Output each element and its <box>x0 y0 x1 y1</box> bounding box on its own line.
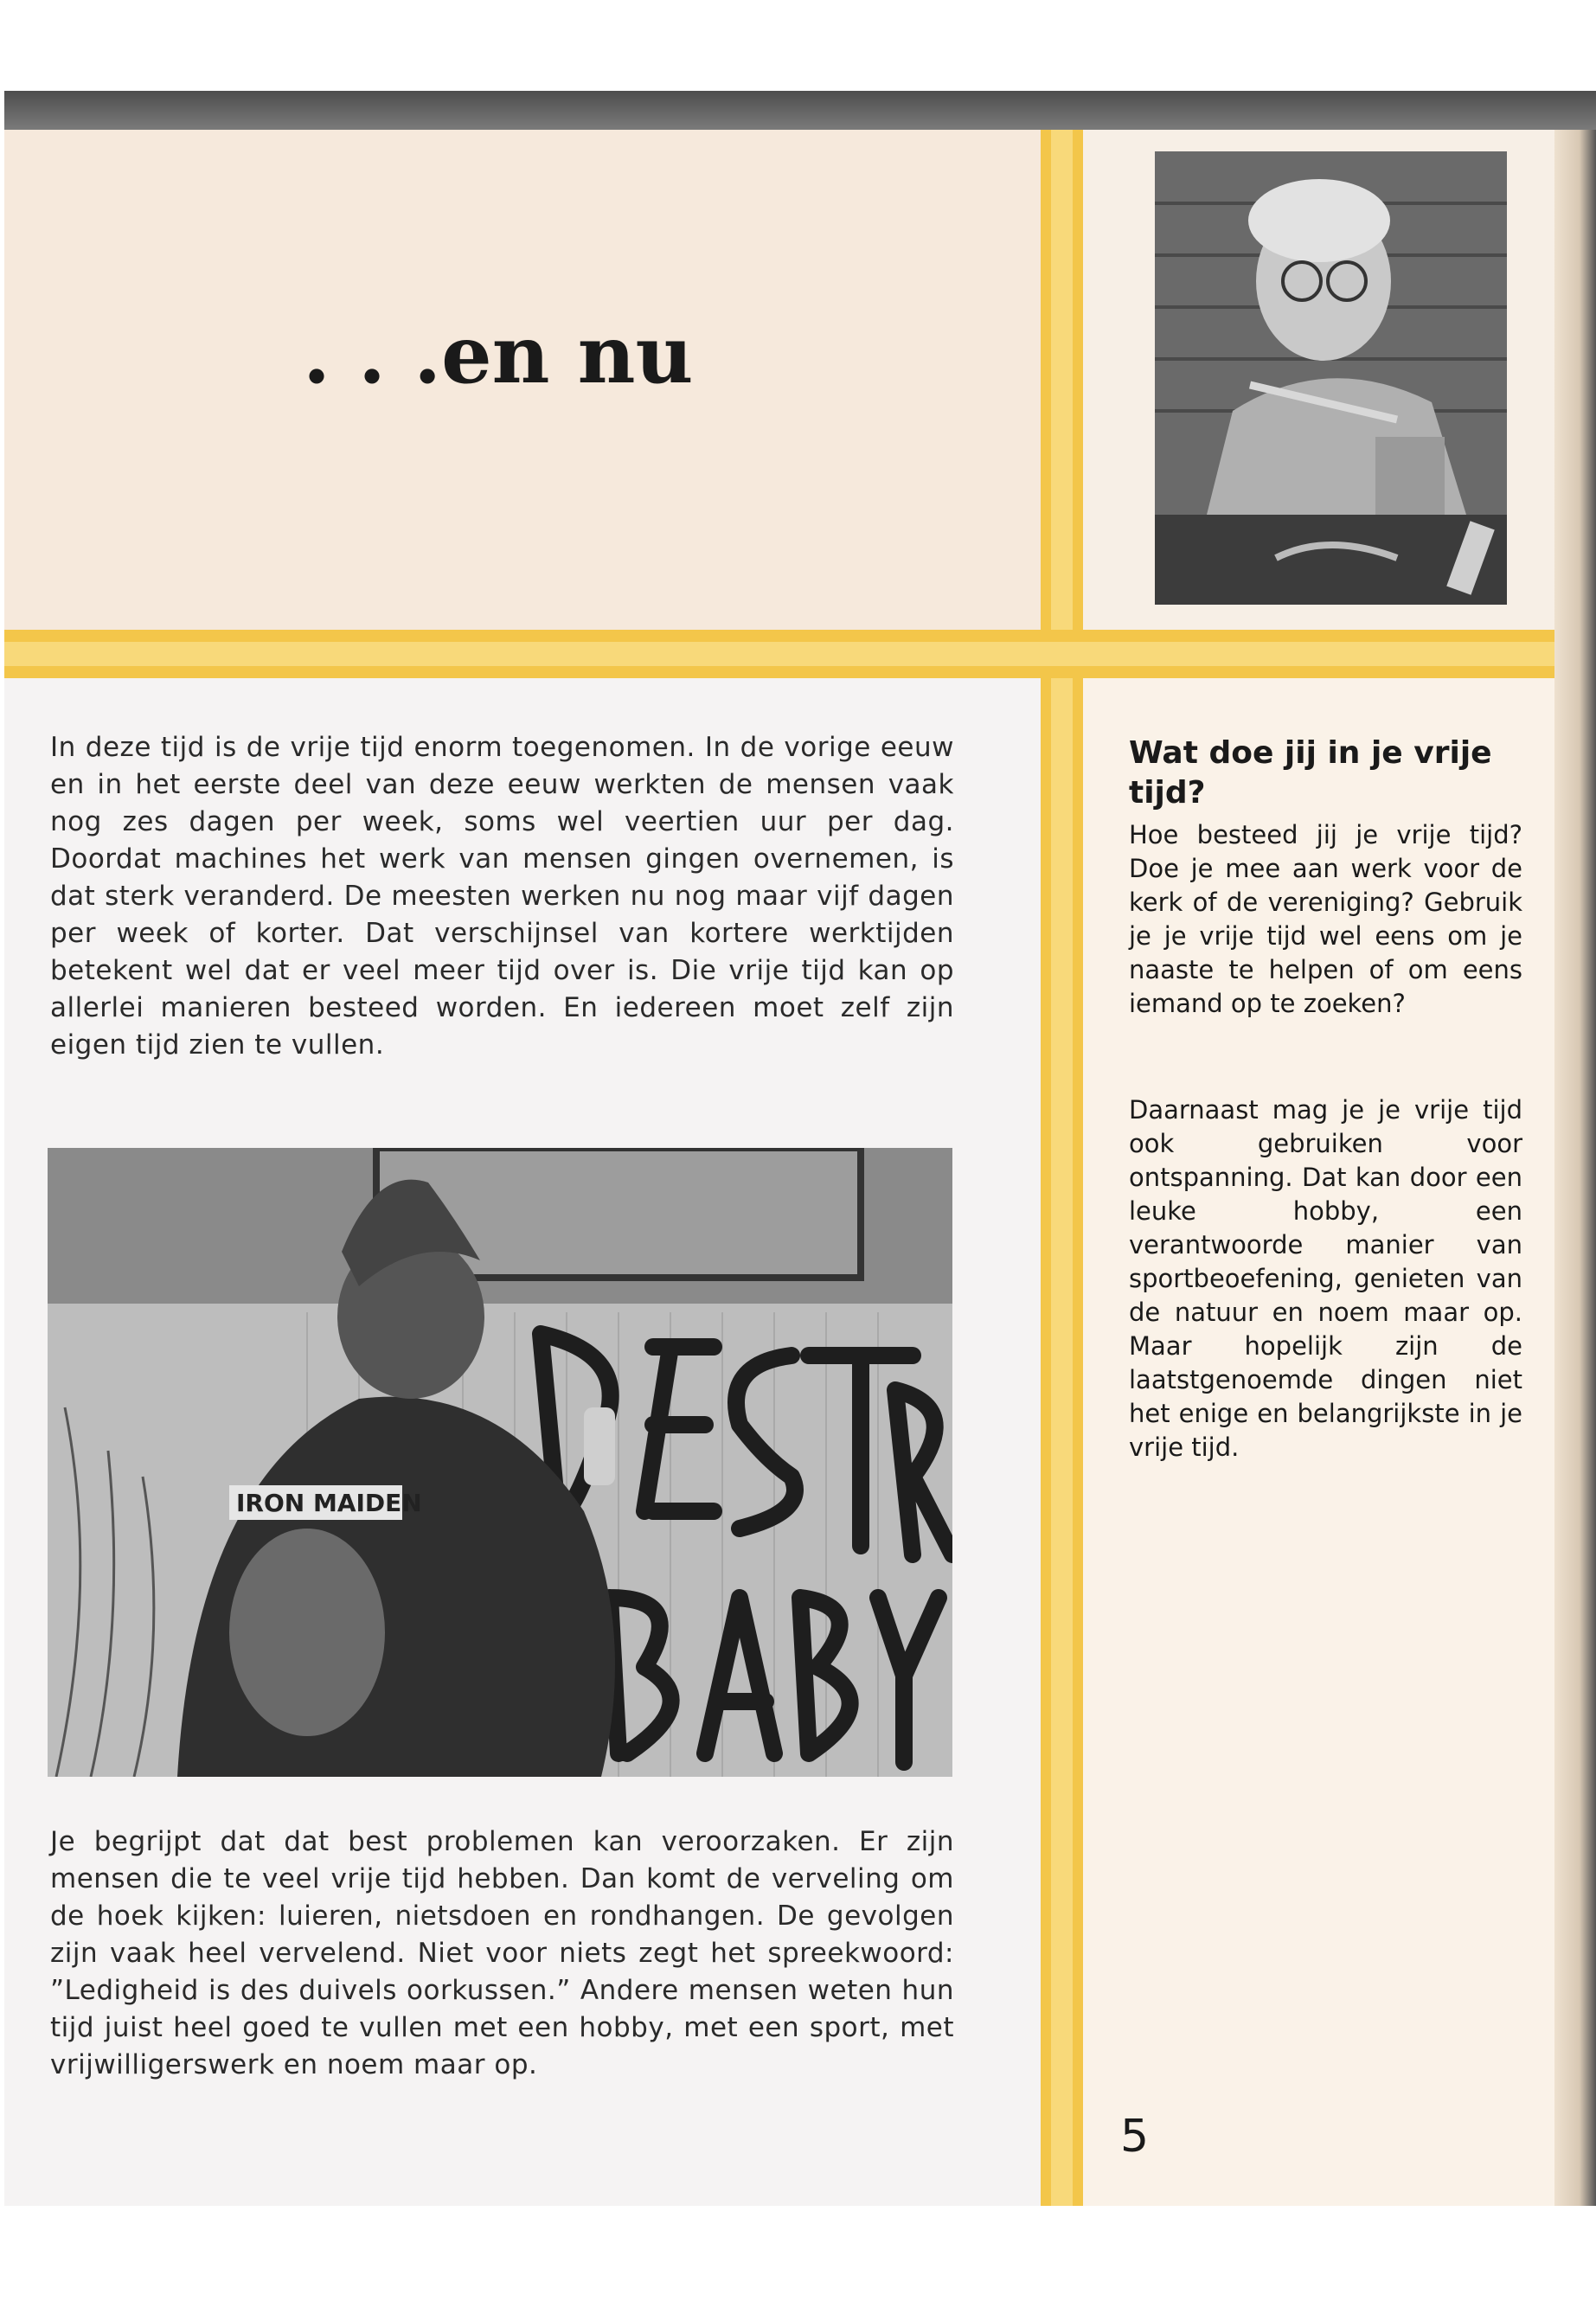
sidebar-paragraph-2: Daarnaast mag je je vrije tijd ook gebruiken voor ontspanning. Dat kan door een leuke hobby, een verantwoorde manier van sportbeoefening, genieten van de natuur en noem maar op. Maar hopelijk zijn de laatstgenoemde dingen niet het enige en belangrijkste in je vrije tijd. <box>1129 1095 1522 1462</box>
scan-border <box>0 0 1596 91</box>
scan-top-edge <box>4 91 1596 130</box>
vertical-accent-bar-highlight <box>1051 130 1073 2206</box>
book-spine-edge <box>1554 130 1596 2206</box>
sidebar-paragraph-1: Hoe besteed jij je vrije tijd? Doe je mee aan werk voor de kerk of de vereniging? Gebruik je je vrije tijd wel eens om je naaste te helpen of om eens iemand op te zoeken? <box>1129 820 1522 1018</box>
closing-paragraph: Je begrijpt dat dat best problemen kan veroorzaken. Er zijn mensen die te veel vrije tijd hebben. Dan komt de verveling om de hoek kijken: luieren, nietsdoen en rondhangen. De gevolgen zijn vaak heel vervelend. Niet voor niets zegt het spreekwoord: ”Ledigheid is des duivels oorkussen.” Andere mensen weten hun tijd juist heel goed te vullen met een hobby, met een sport, met vrijwilligerswerk en noem maar op. <box>50 1826 954 2080</box>
page-title: . . .en nu <box>303 308 694 401</box>
jacket-band-name: IRON MAIDEN <box>236 1489 422 1517</box>
horizontal-accent-bar-highlight <box>4 642 1554 666</box>
intro-paragraph: In deze tijd is de vrije tijd enorm toegenomen. In de vorige eeuw en in het eerste deel van deze eeuw werkten de mensen vaak nog zes dagen per week, soms wel veertien uur per dag. Doordat machines het werk van mensen gingen overnemen, is dat sterk veranderd. De meesten werken nu nog maar vijf dagen per week of korter. Dat verschijnsel van kortere werktijden betekent wel dat er veel meer tijd over is. Die vrije tijd kan op allerlei manieren besteed worden. En iedereen moet zelf zijn eigen tijd zien te vullen. <box>50 732 954 1061</box>
sidebar-heading: Wat doe jij in je vrije tijd? <box>1129 735 1492 811</box>
photo-graffiti-boy <box>48 1148 952 1777</box>
photo-boy-soldering <box>1155 151 1507 605</box>
page-number: 5 <box>1120 2111 1150 2163</box>
